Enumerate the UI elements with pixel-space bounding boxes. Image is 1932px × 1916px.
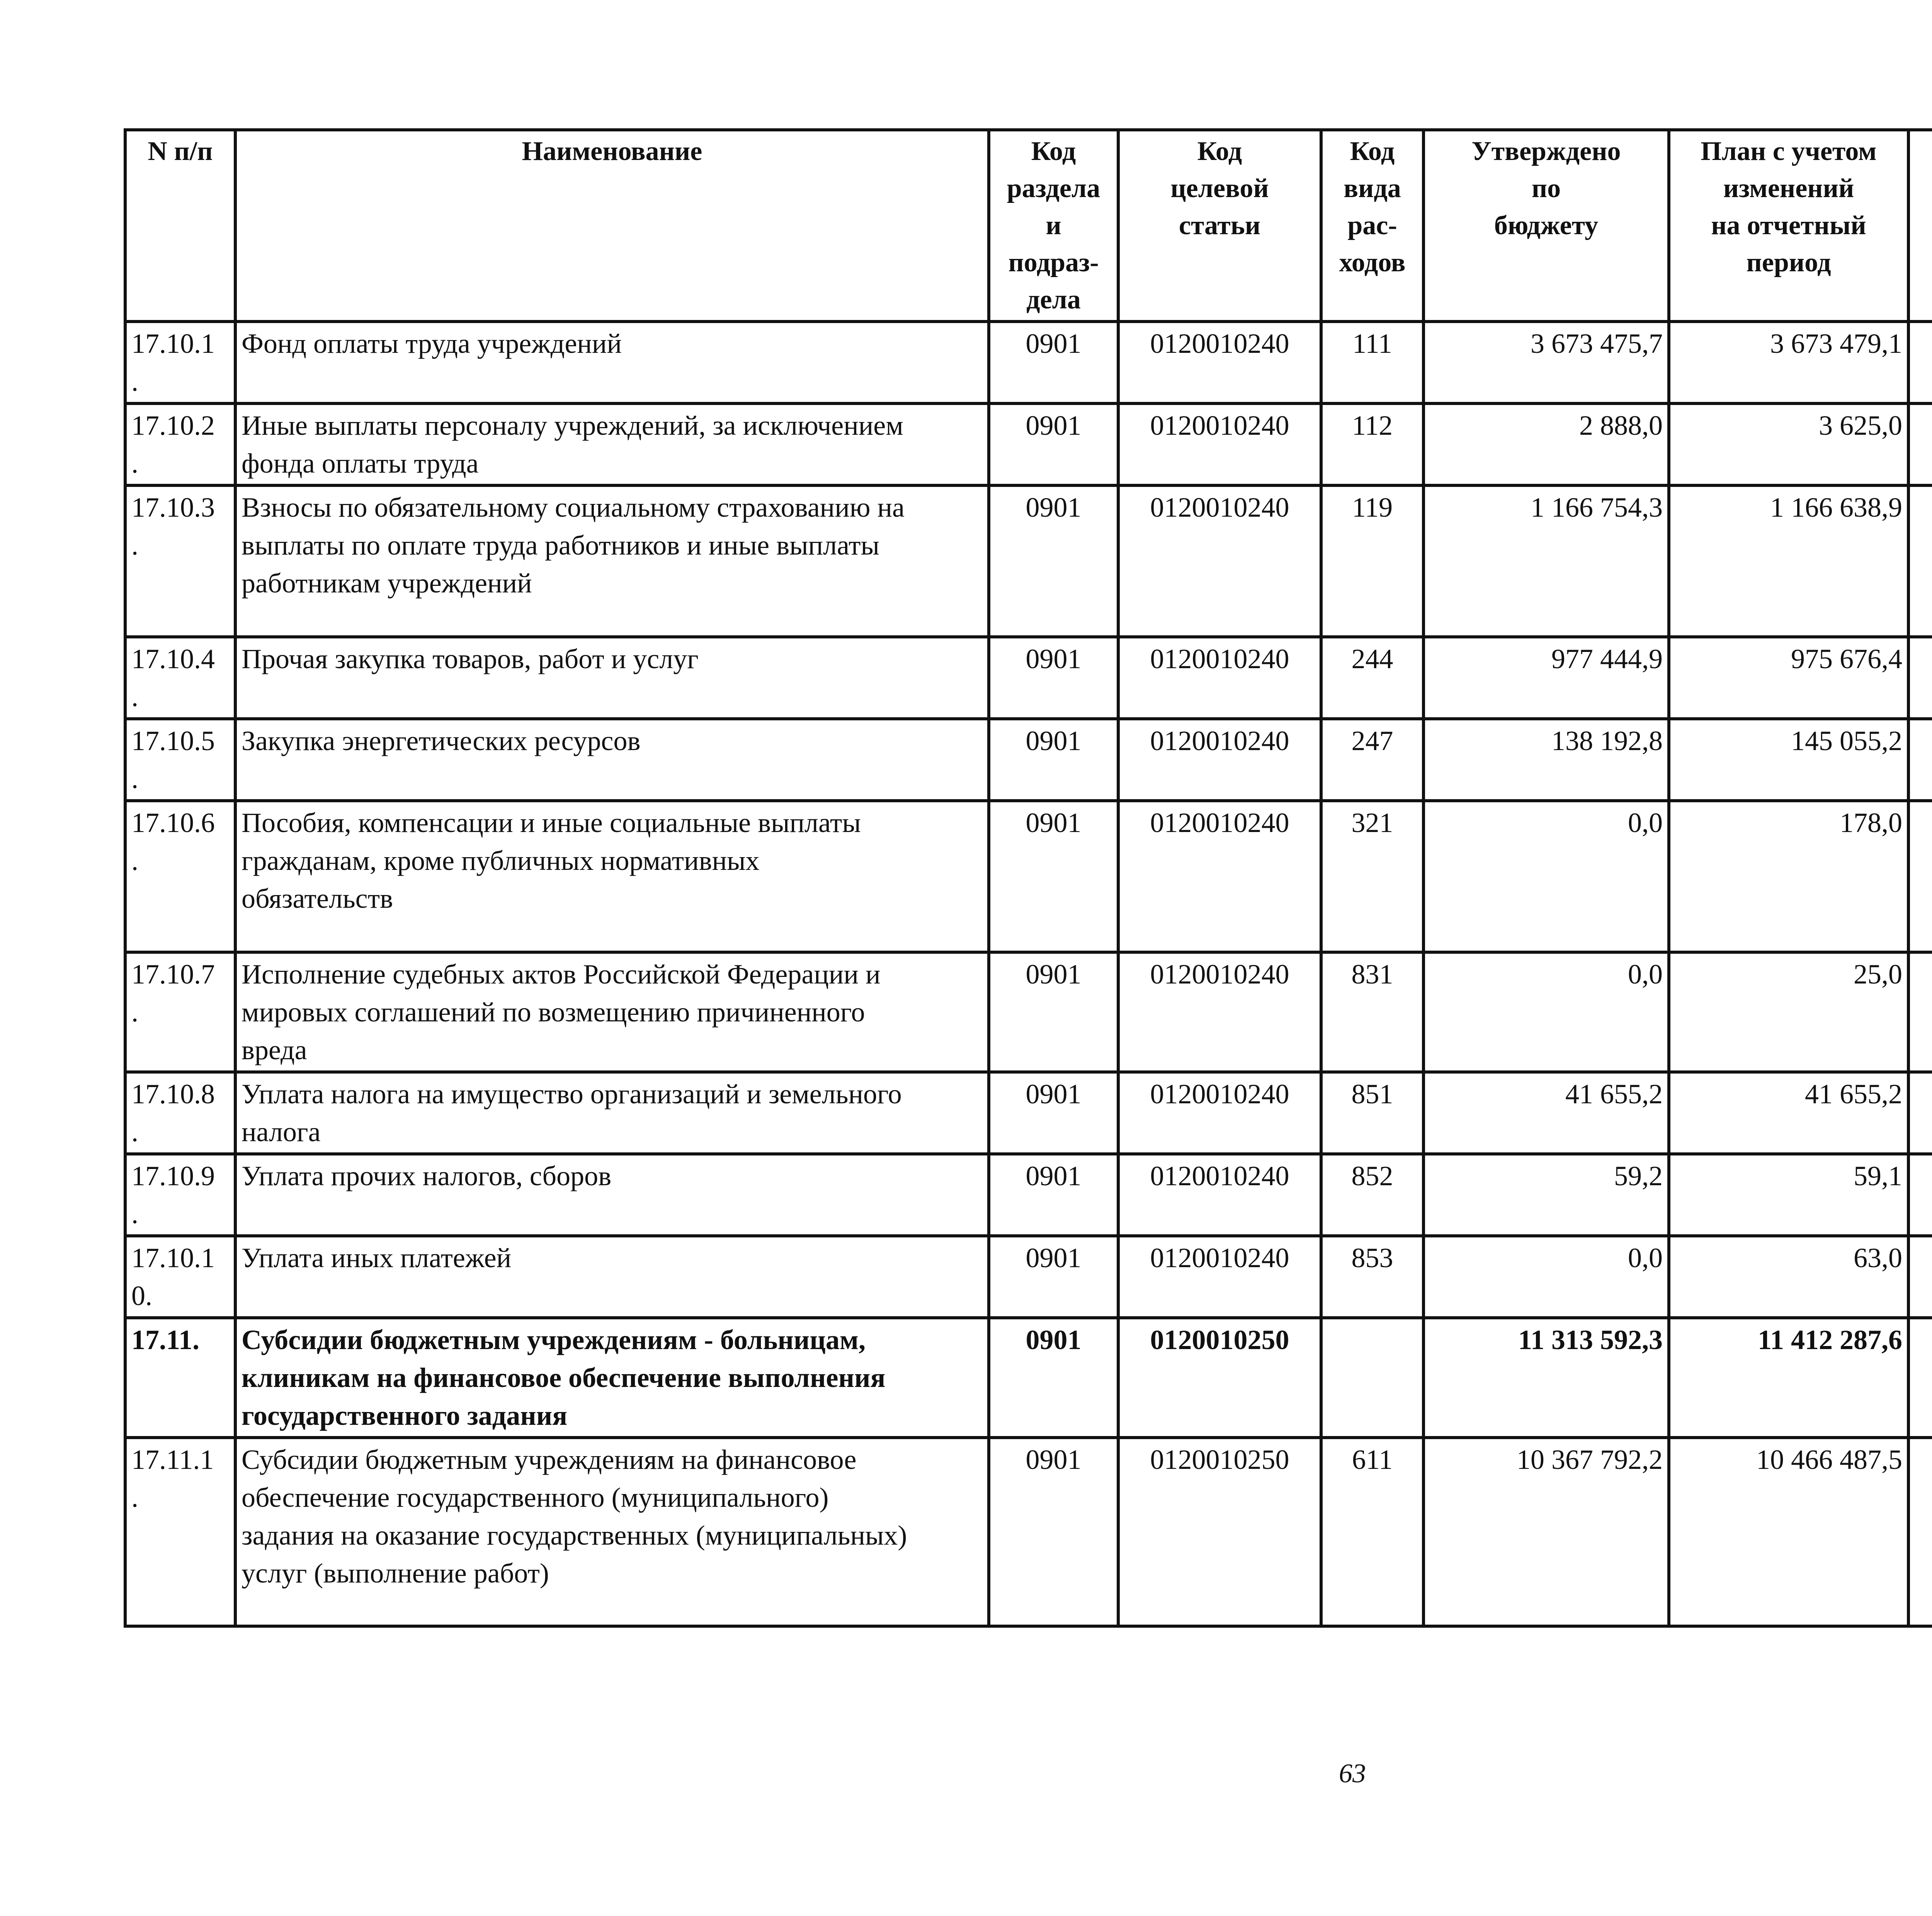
expense-type-cell: 111 bbox=[1321, 322, 1423, 403]
row-index-cell-line: 17.10.1 bbox=[131, 328, 215, 359]
row-name-cell-line: работникам учреждений bbox=[242, 568, 532, 599]
row-index-cell bbox=[125, 719, 235, 801]
header-line: по bbox=[1531, 174, 1561, 203]
row-index-cell bbox=[125, 403, 235, 485]
table-row bbox=[125, 1072, 1932, 1154]
approved-cell: 1 166 754,3 bbox=[1423, 485, 1669, 637]
row-index-cell bbox=[125, 485, 235, 637]
header-approved bbox=[1423, 130, 1669, 322]
row-index-cell bbox=[125, 322, 235, 403]
row-index-cell-line: 17.11. bbox=[131, 1324, 200, 1355]
expense-type-cell bbox=[1321, 1318, 1423, 1438]
target-code-cell: 0120010240 bbox=[1118, 485, 1321, 637]
header-line: раздела bbox=[1007, 174, 1100, 203]
section-code-cell: 0901 bbox=[989, 1154, 1118, 1236]
approved-cell: 10 367 792,2 bbox=[1423, 1438, 1669, 1626]
row-name-cell-line: Прочая закупка товаров, работ и услуг bbox=[242, 643, 699, 674]
row-name-cell bbox=[235, 1438, 989, 1626]
executed-cell bbox=[1908, 403, 1932, 485]
header-line: Код bbox=[1197, 136, 1242, 166]
row-name-cell-line: государственного задания bbox=[242, 1400, 568, 1431]
header-section-code bbox=[989, 130, 1118, 322]
header-index: N п/п bbox=[125, 130, 235, 322]
header-line bbox=[1915, 133, 1932, 170]
expense-type-cell: 853 bbox=[1321, 1236, 1423, 1318]
expense-type-cell: 852 bbox=[1321, 1154, 1423, 1236]
section-code-cell: 0901 bbox=[989, 403, 1118, 485]
section-code-cell: 0901 bbox=[989, 1438, 1118, 1626]
row-index-cell bbox=[125, 952, 235, 1072]
row-index-cell-line: . bbox=[131, 1116, 138, 1147]
header-line: дела bbox=[1026, 285, 1081, 315]
table-row bbox=[125, 952, 1932, 1072]
row-index-cell-line: 0. bbox=[131, 1280, 152, 1311]
row-name-cell-line: гражданам, кроме публичных нормативных bbox=[242, 845, 760, 876]
target-code-cell: 0120010240 bbox=[1118, 801, 1321, 952]
plan-cell: 975 676,4 bbox=[1669, 637, 1908, 719]
expense-type-cell: 247 bbox=[1321, 719, 1423, 801]
row-name-cell bbox=[235, 801, 989, 952]
executed-cell bbox=[1908, 719, 1932, 801]
plan-cell: 41 655,2 bbox=[1669, 1072, 1908, 1154]
row-index-cell bbox=[125, 1318, 235, 1438]
header-line: Утверждено bbox=[1471, 136, 1621, 166]
header-line bbox=[1915, 207, 1932, 244]
target-code-cell: 0120010240 bbox=[1118, 1154, 1321, 1236]
header-line: План с учетом bbox=[1701, 136, 1877, 166]
row-name-cell-line: Закупка энергетических ресурсов bbox=[242, 725, 641, 756]
plan-cell: 3 673 479,1 bbox=[1669, 322, 1908, 403]
expense-type-cell: 851 bbox=[1321, 1072, 1423, 1154]
section-code-cell: 0901 bbox=[989, 322, 1118, 403]
approved-cell: 11 313 592,3 bbox=[1423, 1318, 1669, 1438]
row-index-cell-line: . bbox=[131, 530, 138, 561]
plan-cell: 178,0 bbox=[1669, 801, 1908, 952]
row-index-cell-line: 17.10.9 bbox=[131, 1160, 215, 1191]
row-name-cell-line: услуг (выполнение работ) bbox=[242, 1558, 549, 1589]
row-index-cell-line: 17.10.1 bbox=[131, 1242, 215, 1273]
header-executed bbox=[1908, 130, 1932, 322]
table-row bbox=[125, 1154, 1932, 1236]
row-name-cell bbox=[235, 322, 989, 403]
row-name-cell-line: Субсидии бюджетным учреждениям на финансовое bbox=[242, 1444, 857, 1475]
header-line: подраз- bbox=[1008, 248, 1099, 277]
row-name-cell-line: обеспечение государственного (муниципального) bbox=[242, 1482, 829, 1513]
document-page bbox=[124, 128, 1932, 1605]
header-target-code bbox=[1118, 130, 1321, 322]
table-row bbox=[125, 719, 1932, 801]
approved-cell: 41 655,2 bbox=[1423, 1072, 1669, 1154]
plan-cell: 10 466 487,5 bbox=[1669, 1438, 1908, 1626]
row-index-cell-line: . bbox=[131, 366, 138, 397]
target-code-cell: 0120010240 bbox=[1118, 322, 1321, 403]
header-expense-type bbox=[1321, 130, 1423, 322]
row-name-cell-line: клиникам на финансовое обеспечение выполнения bbox=[242, 1362, 886, 1393]
target-code-cell: 0120010240 bbox=[1118, 637, 1321, 719]
table-row bbox=[125, 1318, 1932, 1438]
section-code-cell: 0901 bbox=[989, 1072, 1118, 1154]
header-line: период bbox=[1746, 248, 1831, 277]
row-name-cell-line: задания на оказание государственных (муниципальных) bbox=[242, 1520, 907, 1551]
section-code-cell: 0901 bbox=[989, 1236, 1118, 1318]
row-index-cell-line: 17.10.4 bbox=[131, 643, 215, 674]
executed-cell bbox=[1908, 637, 1932, 719]
table-row bbox=[125, 801, 1932, 952]
plan-cell: 3 625,0 bbox=[1669, 403, 1908, 485]
table-row bbox=[125, 637, 1932, 719]
approved-cell: 138 192,8 bbox=[1423, 719, 1669, 801]
header-line: и bbox=[1046, 211, 1061, 240]
row-name-cell bbox=[235, 485, 989, 637]
header-plan bbox=[1669, 130, 1908, 322]
approved-cell: 2 888,0 bbox=[1423, 403, 1669, 485]
header-line: Код bbox=[1350, 136, 1395, 166]
row-name-cell-line: вреда bbox=[242, 1035, 307, 1065]
row-index-cell-line: . bbox=[131, 763, 138, 794]
approved-cell: 977 444,9 bbox=[1423, 637, 1669, 719]
row-name-cell-line: фонда оплаты труда bbox=[242, 448, 479, 479]
row-index-cell bbox=[125, 637, 235, 719]
row-name-cell-line: Фонд оплаты труда учреждений bbox=[242, 328, 622, 359]
header-line: бюджету bbox=[1494, 211, 1599, 240]
row-name-cell-line: Иные выплаты персоналу учреждений, за исключением bbox=[242, 410, 903, 441]
target-code-cell: 0120010250 bbox=[1118, 1318, 1321, 1438]
section-code-cell: 0901 bbox=[989, 637, 1118, 719]
executed-cell bbox=[1908, 1072, 1932, 1154]
row-index-cell-line: 17.10.7 bbox=[131, 959, 215, 990]
row-name-cell-line: налога bbox=[242, 1116, 321, 1147]
section-code-cell: 0901 bbox=[989, 952, 1118, 1072]
row-name-cell bbox=[235, 637, 989, 719]
target-code-cell: 0120010240 bbox=[1118, 952, 1321, 1072]
row-index-cell bbox=[125, 1236, 235, 1318]
target-code-cell: 0120010250 bbox=[1118, 1438, 1321, 1626]
header-line bbox=[1915, 170, 1932, 207]
row-index-cell-line: 17.10.6 bbox=[131, 807, 215, 838]
target-code-cell: 0120010240 bbox=[1118, 1072, 1321, 1154]
row-index-cell-line: 17.10.5 bbox=[131, 725, 215, 756]
header-line: ходов bbox=[1339, 248, 1406, 277]
expense-type-cell: 244 bbox=[1321, 637, 1423, 719]
section-code-cell: 0901 bbox=[989, 485, 1118, 637]
row-name-cell bbox=[235, 719, 989, 801]
row-index-cell bbox=[125, 1438, 235, 1626]
table-row bbox=[125, 485, 1932, 637]
plan-cell: 1 166 638,9 bbox=[1669, 485, 1908, 637]
row-name-cell-line: Уплата прочих налогов, сборов bbox=[242, 1160, 612, 1191]
section-code-cell: 0901 bbox=[989, 719, 1118, 801]
row-index-cell-line: . bbox=[131, 448, 138, 479]
executed-cell bbox=[1908, 1154, 1932, 1236]
row-index-cell-line: 17.10.3 bbox=[131, 492, 215, 523]
header-line: целевой bbox=[1170, 174, 1269, 203]
executed-cell bbox=[1908, 1318, 1932, 1438]
row-index-cell-line: . bbox=[131, 1198, 138, 1229]
budget-execution-table bbox=[124, 128, 1932, 1628]
header-name: Наименование bbox=[235, 130, 989, 322]
row-name-cell-line: выплаты по оплате труда работников и иные выплаты bbox=[242, 530, 879, 561]
row-index-cell-line: . bbox=[131, 997, 138, 1028]
row-index-cell bbox=[125, 801, 235, 952]
section-code-cell: 0901 bbox=[989, 1318, 1118, 1438]
target-code-cell: 0120010240 bbox=[1118, 403, 1321, 485]
expense-type-cell: 321 bbox=[1321, 801, 1423, 952]
row-name-cell-line: обязательств bbox=[242, 883, 393, 914]
row-index-cell-line: . bbox=[131, 845, 138, 876]
row-name-cell bbox=[235, 1154, 989, 1236]
header-line: рас- bbox=[1347, 211, 1397, 240]
expense-type-cell: 611 bbox=[1321, 1438, 1423, 1626]
row-name-cell-line: Исполнение судебных актов Российской Федерации и bbox=[242, 959, 881, 990]
header-row bbox=[125, 130, 1932, 174]
row-index-cell-line: 17.10.8 bbox=[131, 1079, 215, 1109]
target-code-cell: 0120010240 bbox=[1118, 1236, 1321, 1318]
plan-cell: 63,0 bbox=[1669, 1236, 1908, 1318]
row-index-cell bbox=[125, 1072, 235, 1154]
row-index-cell-line: 17.10.2 bbox=[131, 410, 215, 441]
page-number: 63 bbox=[1339, 1759, 1366, 1788]
row-name-cell bbox=[235, 403, 989, 485]
row-name-cell-line: мировых соглашений по возмещению причиненного bbox=[242, 997, 865, 1028]
row-index-cell-line: . bbox=[131, 1482, 138, 1513]
row-name-cell-line: Уплата иных платежей bbox=[242, 1242, 512, 1273]
header-line: вида bbox=[1344, 174, 1401, 203]
section-code-cell: 0901 bbox=[989, 801, 1118, 952]
expense-type-cell: 119 bbox=[1321, 485, 1423, 637]
header-line: изменений bbox=[1723, 174, 1854, 203]
row-name-cell-line: Уплата налога на имущество организаций и земельного bbox=[242, 1079, 902, 1109]
executed-cell bbox=[1908, 1438, 1932, 1626]
table-row bbox=[125, 322, 1932, 403]
plan-cell: 25,0 bbox=[1669, 952, 1908, 1072]
row-name-cell bbox=[235, 1072, 989, 1154]
row-name-cell bbox=[235, 1236, 989, 1318]
table-row bbox=[125, 1438, 1932, 1626]
approved-cell: 3 673 475,7 bbox=[1423, 322, 1669, 403]
table-body bbox=[125, 322, 1932, 1626]
target-code-cell: 0120010240 bbox=[1118, 719, 1321, 801]
table-row bbox=[125, 403, 1932, 485]
row-index-cell bbox=[125, 1154, 235, 1236]
row-index-cell-line: . bbox=[131, 681, 138, 712]
header-line: на отчетный bbox=[1711, 211, 1866, 240]
row-name-cell-line: Пособия, компенсации и иные социальные выплаты bbox=[242, 807, 861, 838]
table-row bbox=[125, 1236, 1932, 1318]
plan-cell: 145 055,2 bbox=[1669, 719, 1908, 801]
executed-cell bbox=[1908, 322, 1932, 403]
executed-cell bbox=[1908, 485, 1932, 637]
executed-cell bbox=[1908, 801, 1932, 952]
header-line: статьи bbox=[1179, 211, 1261, 240]
plan-cell: 11 412 287,6 bbox=[1669, 1318, 1908, 1438]
executed-cell bbox=[1908, 952, 1932, 1072]
row-name-cell bbox=[235, 952, 989, 1072]
approved-cell: 59,2 bbox=[1423, 1154, 1669, 1236]
row-name-cell-line: Субсидии бюджетным учреждениям - больницам, bbox=[242, 1324, 866, 1355]
expense-type-cell: 112 bbox=[1321, 403, 1423, 485]
approved-cell: 0,0 bbox=[1423, 1236, 1669, 1318]
row-name-cell bbox=[235, 1318, 989, 1438]
expense-type-cell: 831 bbox=[1321, 952, 1423, 1072]
row-index-cell-line: 17.11.1 bbox=[131, 1444, 214, 1475]
executed-cell bbox=[1908, 1236, 1932, 1318]
approved-cell: 0,0 bbox=[1423, 801, 1669, 952]
row-name-cell-line: Взносы по обязательному социальному страхованию на bbox=[242, 492, 905, 523]
plan-cell: 59,1 bbox=[1669, 1154, 1908, 1236]
header-line: Код bbox=[1031, 136, 1076, 166]
approved-cell: 0,0 bbox=[1423, 952, 1669, 1072]
